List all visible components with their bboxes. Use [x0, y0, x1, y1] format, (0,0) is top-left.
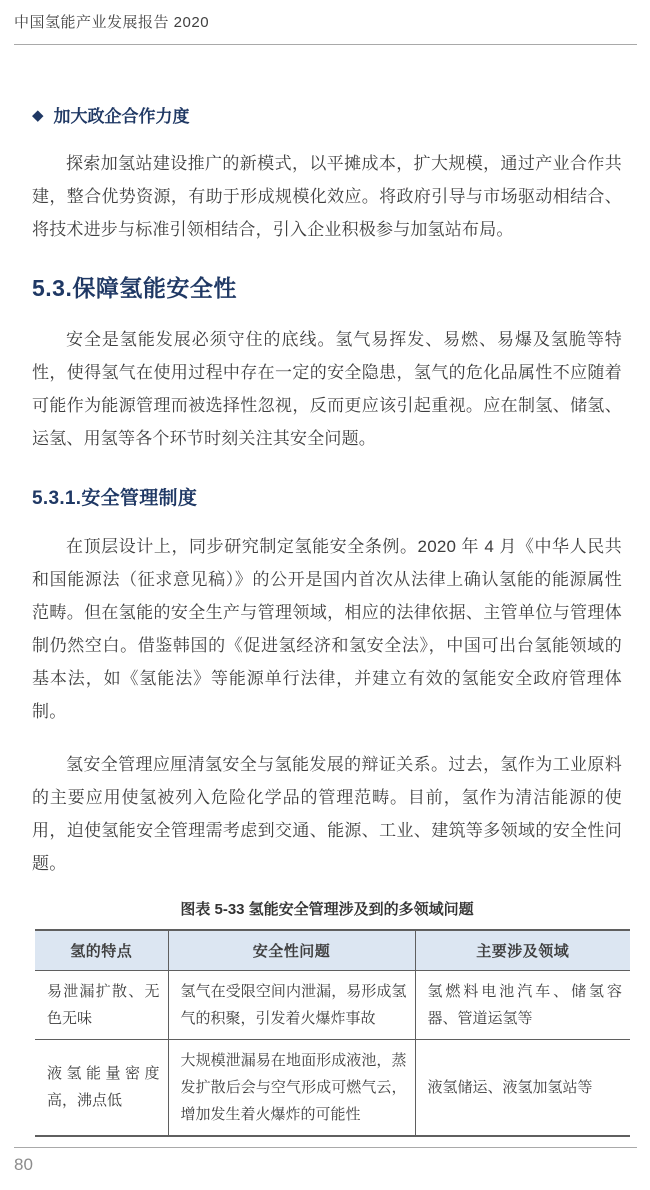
paragraph-management: 氢安全管理应厘清氢安全与氢能发展的辩证关系。过去，氢作为工业原料的主要应用使氢被列入危险化学品的管理范畴。目前，氢作为清洁能源的使用，迫使氢能安全管理需考虑到交通、能源、工业、建筑等多领域的安全性问题。	[32, 755, 622, 873]
paragraph-regulation: 在顶层设计上，同步研究制定氢能安全条例。2020 年 4 月《中华人民共和国能源法（征求意见稿）》的公开是国内首次从法律上确认氢能的能源属性范畴。但在氢能的安全生产与管理领域，相应的法律依据、主管单位与管理体制仍然空白。借鉴韩国的《促进氢经济和氢安全法》，中国可出台氢能领域的基本法，如《氢能法》等能源单行法律，并建立有效的氢能安全政府管理体制。	[32, 537, 622, 721]
bullet-heading	[32, 102, 622, 127]
page-header	[14, 0, 637, 45]
table-header-row	[35, 930, 630, 970]
table-cell: 易泄漏扩散、无色无味	[35, 970, 168, 1039]
table-header-domain: 主要涉及领域	[415, 930, 630, 970]
table-caption: 图表 5-33 氢能安全管理涉及到的多领域问题	[180, 901, 474, 918]
section-heading-5-3: 5.3.保障氢能安全性	[32, 275, 237, 301]
table-cell: 液氢储运、液氢加氢站等	[427, 1078, 593, 1096]
paragraph-cooperation: 探索加氢站建设推广的新模式，以平摊成本，扩大规模，通过产业合作共建，整合优势资源，有助于形成规模化效应。将政府引导与市场驱动相结合、将技术进步与标准引领相结合，引入企业积极参与加氢站布局。	[32, 154, 622, 239]
table-cell: 氢燃料电池汽车、储氢容器、管道运氢等	[415, 970, 630, 1039]
page-content	[32, 46, 622, 1137]
subsection-heading-5-3-1: 5.3.1.安全管理制度	[32, 488, 198, 509]
page-number: 80	[14, 1155, 33, 1174]
bullet-heading-label: 加大政企合作力度	[53, 107, 190, 126]
multi-domain-issues-table	[35, 929, 630, 1137]
page-footer	[14, 1147, 637, 1175]
table-header-issue: 安全性问题	[168, 930, 415, 970]
diamond-icon: ◆	[32, 107, 44, 124]
table-header-feature: 氢的特点	[35, 930, 168, 970]
report-title: 中国氢能产业发展报告 2020	[14, 14, 210, 31]
table-cell: 液氢能量密度高，沸点低	[35, 1039, 168, 1136]
table-cell: 大规模泄漏易在地面形成液池，蒸发扩散后会与空气形成可燃气云，增加发生着火爆炸的可能性	[168, 1039, 415, 1136]
paragraph-safety-intro: 安全是氢能发展必须守住的底线。氢气易挥发、易燃、易爆及氢脆等特性，使得氢气在使用过程中存在一定的安全隐患，氢气的危化品属性不应随着可能作为能源管理而被选择性忽视，反而更应该引起重视。应在制氢、储氢、运氢、用氢等各个环节时刻关注其安全问题。	[32, 330, 622, 448]
table-row	[35, 970, 630, 1039]
table-cell: 氢气在受限空间内泄漏，易形成氢气的积聚，引发着火爆炸事故	[168, 970, 415, 1039]
table-row	[35, 1039, 630, 1136]
